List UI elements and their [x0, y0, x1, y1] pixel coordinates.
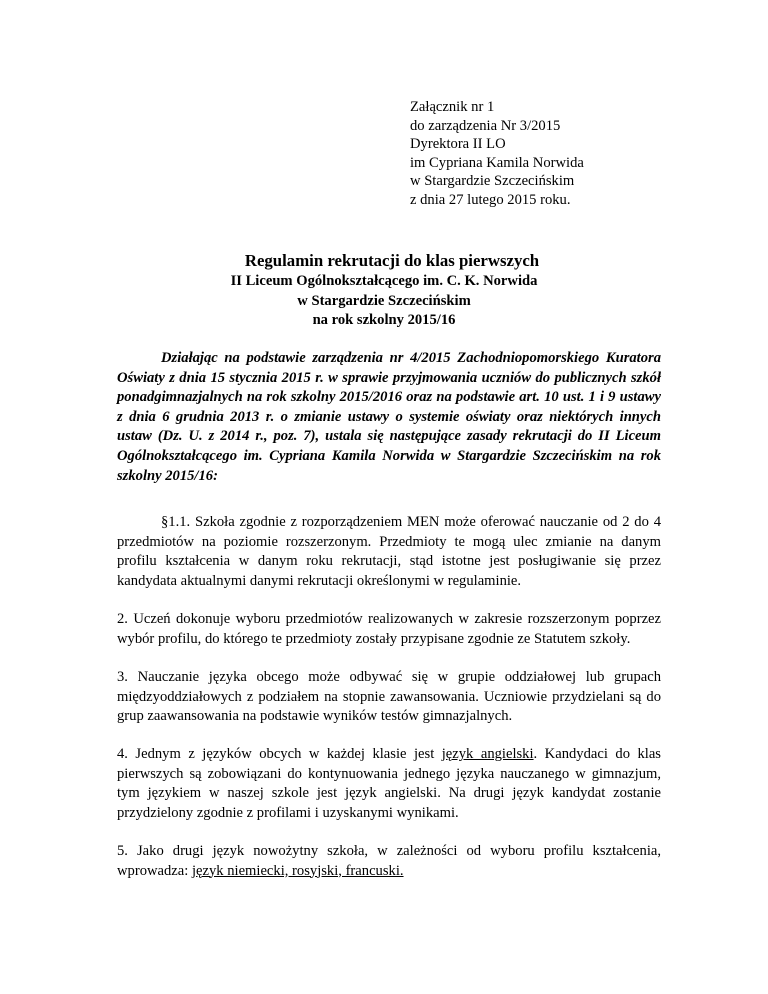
title-school: II Liceum Ogólnokształcącego im. C. K. Norwida: [230, 273, 538, 289]
paragraph-4-text-end: . Kandydaci do klas pierwszych są zobowiązani do kontynuowania jednego języka nauczanego w gimnazjum, tym językiem w naszej szkole jest język angielski. Na drugi język kandydat zostanie przydzielony zgodnie z profilami i uzyskanymi wynikami.: [117, 746, 661, 821]
paragraph-1-1: §1.1. Szkoła zgodnie z rozporządzeniem MEN może oferować nauczanie od 2 do 4 przedmiotów na poziomie rozszerzonym. Przedmioty te mogą ulec zmianie na danym profilu kształcenia w danym roku rekrutacji, stąd istotne jest posługiwanie się przez kandydata aktualnymi danymi rekrutacji określonymi w regulaminie.: [117, 514, 661, 589]
title-main: Regulamin rekrutacji do klas pierwszych: [244, 251, 540, 270]
title-school-year: na rok szkolny 2015/16: [312, 312, 456, 328]
paragraph-5-text-start: 5. Jako drugi język nowożytny szkoła, w zależności od wyboru profilu kształcenia, wprowadza:: [117, 843, 661, 879]
annex-line: z dnia 27 lutego 2015 roku.: [410, 191, 571, 208]
english-language-underlined: język angielski: [441, 746, 534, 762]
paragraph-4: [117, 745, 661, 823]
paragraph-5: [117, 842, 661, 881]
second-languages-underlined: język niemiecki, rosyjski, francuski.: [191, 862, 404, 879]
legal-basis-paragraph: Działając na podstawie zarządzenia nr 4/2015 Zachodniopomorskiego Kuratora Oświaty z dnia 15 stycznia 2015 r. w sprawie przyjmowania uczniów do publicznych szkół ponadgimnazjalnych na rok szkolny 2015/2016 oraz na podstawie art. 10 ust. 1 i 9 ustawy z dnia 6 grudnia 2013 r. o zmianie ustawy o systemie oświaty oraz niektórych innych ustaw (Dz. U. z 2014 r., poz. 7), ustala się następujące zasady rekrutacji do II Liceum Ogólnokształcącego im. Cypriana Kamila Norwida w Stargardzie Szczecińskim na rok szkolny 2015/16:: [117, 350, 661, 484]
paragraph-3: 3. Nauczanie języka obcego może odbywać się w grupie oddziałowej lub grupach międzyoddziałowych z podziałem na stopnie zawansowania. Uczniowie przydzielani są do grup zaawansowania na podstawie wyników testów gimnazjalnych.: [117, 669, 661, 725]
document-title: [0, 250, 768, 331]
annex-note: [410, 98, 584, 210]
annex-line: Dyrektora II LO: [410, 136, 506, 153]
annex-line: w Stargardzie Szczecińskim: [410, 173, 575, 190]
title-city: w Stargardzie Szczecińskim: [297, 292, 471, 309]
annex-line: do zarządzenia Nr 3/2015: [410, 117, 561, 134]
annex-line: Załącznik nr 1: [410, 99, 495, 115]
paragraph-2: 2. Uczeń dokonuje wyboru przedmiotów realizowanych w zakresie rozszerzonym poprzez wybór profilu, do którego te przedmioty zostały przypisane zgodnie ze Statutem szkoły.: [117, 611, 661, 647]
annex-line: im Cypriana Kamila Norwida: [410, 154, 584, 171]
paragraph-4-text-start: 4. Jednym z języków obcych w każdej klasie jest: [117, 746, 442, 762]
